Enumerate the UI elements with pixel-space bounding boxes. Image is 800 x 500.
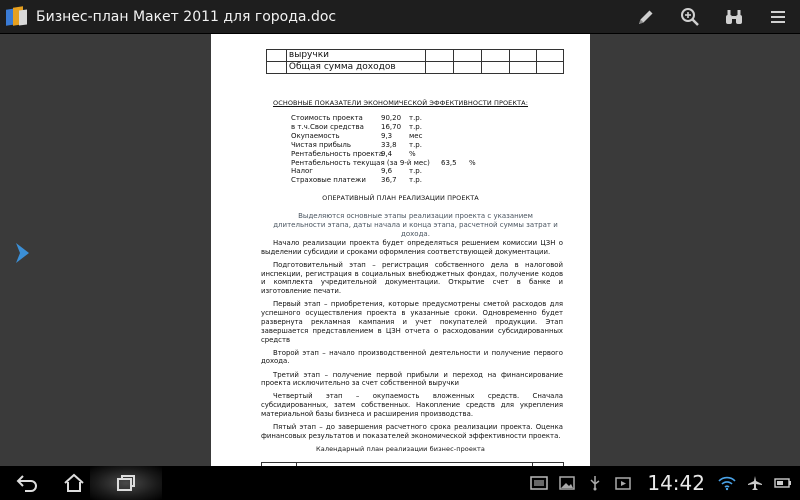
list-item: Рентабельность текущая (за 9-й мес) 63,5 % [291,158,476,167]
table-cell: Общая сумма доходов [286,62,426,74]
find-button[interactable] [712,0,756,34]
paragraph: Четвертый этап – окупаемость вложенных средств. Сначала субсидированных, затем собственных. Накопление средств для укрепления материальной базы бизнеса и расширения производства. [261,392,563,419]
paragraph: Третий этап – получение первой прибыли и переход на финансирование проекта исключительно за счет собственной выручки [261,370,563,388]
wifi-icon [718,475,736,491]
paragraph: Начало реализации проекта будет определяться решением комиссии ЦЗН о выделении субсидии и сроками оформления соответствующей документации. [261,239,563,256]
paragraph: Подготовительный этап – регистрация собственного дела в налоговой инспекции, регистрация в социальных внебюджетных фондах, получение кодов и комплекта учредительной документации. Открытие счет в банке и изготовление печати. [261,260,563,296]
usb-icon [586,475,604,491]
app-logo-icon [6,6,28,28]
list-item: в т.ч.Свои средства 16,70 т.р. [291,122,422,131]
next-page-button[interactable] [12,240,34,266]
plan-paragraphs [261,239,563,445]
gallery-notification[interactable] [556,474,578,492]
home-icon [62,473,86,493]
binoculars-icon [724,7,744,27]
menu-icon [768,7,788,27]
status-clock: 14:42 [647,471,705,495]
system-navigation-bar [0,466,800,500]
document-title: Бизнес-план Макет 2011 для города.doc [36,8,337,25]
recent-apps-button[interactable] [104,469,148,497]
document-page[interactable] [211,34,590,466]
list-item: Страховые платежи 36,7 т.р. [291,176,422,185]
indicators-list [291,114,476,185]
overflow-menu-button[interactable] [756,0,800,34]
screenshot-icon [530,475,548,491]
zoom-in-button[interactable] [668,0,712,34]
paragraph: Второй этап – начало производственной деятельности и получение первого дохода. [261,348,563,366]
media-notification[interactable] [612,474,634,492]
revenue-table [266,49,564,74]
table-row [267,50,564,62]
system-tray [525,466,800,500]
chevron-right-icon [12,240,34,266]
list-item: Окупаемость 9,3 мес [291,131,423,140]
toolbar [624,0,800,34]
table-row [267,62,564,74]
heading-indicators: ОСНОВНЫЕ ПОКАЗАТЕЛИ ЭКОНОМИЧЕСКОЙ ЭФФЕКТИВНОСТИ ПРОЕКТА: [272,99,529,107]
airplane-icon [746,475,764,491]
list-item: Чистая прибыль 33,8 т.р. [291,140,422,149]
screenshot-button[interactable] [528,474,550,492]
battery-status [772,474,794,492]
plan-note: Выделяются основные этапы реализации проекта с указанием длительности этапа, даты начала и конца этапа, расчетной суммы затрат и дохода. [273,212,558,239]
list-item: Налог 9,6 т.р. [291,167,422,176]
list-item: Стоимость проекта 90,20 т.р. [291,114,422,122]
paragraph: Пятый этап – до завершения расчетного срока реализации проекта. Оценка финансовых результатов и показателей экономической эффективности проекта. [261,423,563,440]
heading-operational-plan: ОПЕРАТИВНЫЙ ПЛАН РЕАЛИЗАЦИИ ПРОЕКТА [322,194,479,202]
play-icon [614,475,632,491]
image-icon [558,475,576,491]
recent-apps-icon [114,473,138,493]
edit-button[interactable] [624,0,668,34]
pencil-icon [636,7,656,27]
home-button[interactable] [52,469,96,497]
list-item: Рентабельность проекта 9,4 % [291,149,416,158]
usb-notification[interactable] [584,474,606,492]
action-bar [0,0,800,34]
airplane-status [744,474,766,492]
battery-icon [774,475,792,491]
heading-calendar-plan: Календарный план реализации бизнес-проекта [316,445,485,453]
back-button[interactable] [6,469,50,497]
paragraph: Первый этап – приобретения, которые предусмотрены сметой расходов для успешного осуществления проекта в указанные сроки. Одновременно будет развернута рекламная кампания и учет покупателей продукции. Этап завершается представлением в ЦЗН отчета о расходовании субсидированных средств [261,300,563,344]
back-arrow-icon [16,473,40,493]
wifi-status [716,474,738,492]
zoom-in-icon [680,7,700,27]
table-cell: выручки [286,50,426,62]
